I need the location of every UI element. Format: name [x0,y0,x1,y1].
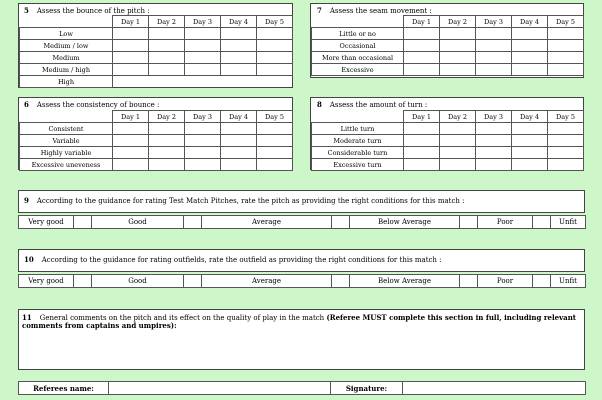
cell[interactable] [221,64,257,76]
cell[interactable] [149,123,185,135]
day-header: Day 4 [512,16,548,28]
cell[interactable] [476,123,512,135]
rating-below-average-label: Below Average [350,216,460,229]
cell[interactable] [221,135,257,147]
cell[interactable] [149,52,185,64]
day-header: Day 2 [149,16,185,28]
rating-poor-box[interactable] [533,275,551,288]
cell[interactable] [440,123,476,135]
row-label: Medium / low [20,40,113,52]
row-label: Low [20,28,113,40]
cell[interactable] [548,40,584,52]
section-8-title: 8 Assess the amount of turn : [317,100,428,109]
cell[interactable] [404,28,440,40]
rating-good-label: Good [92,275,184,288]
rating-very-good-box[interactable] [74,275,92,288]
cell[interactable] [440,64,476,76]
referee-name-field[interactable] [109,382,331,395]
day-header: Day 5 [257,16,293,28]
cell[interactable] [404,52,440,64]
rating-average-box[interactable] [332,216,350,229]
day-header: Day 1 [113,111,149,123]
cell[interactable] [548,135,584,147]
cell[interactable] [548,52,584,64]
cell[interactable] [512,28,548,40]
cell[interactable] [440,159,476,171]
row-label: High [20,76,113,88]
cell[interactable] [404,40,440,52]
day-header: Day 5 [548,111,584,123]
day-header: Day 1 [113,16,149,28]
rating-poor-box[interactable] [533,216,551,229]
cell[interactable] [440,135,476,147]
row-label: Consistent [20,123,113,135]
cell[interactable] [113,147,149,159]
cell[interactable] [257,135,293,147]
row-label: Excessive [312,64,404,76]
rating-very-good-label: Very good [19,275,74,288]
cell[interactable] [221,147,257,159]
cell[interactable] [476,147,512,159]
cell[interactable] [113,52,149,64]
section-11-prompt: 11 General comments on the pitch and its effect on the quality of play in the match (Referee MUST complete this section in full, including relevant comments from captains and umpires): [22,313,577,330]
section-10-question: 10 According to the guidance for rating outfields, rate the outfield as providing the right conditions for this match : [24,255,442,264]
cell[interactable] [221,123,257,135]
cell[interactable] [476,52,512,64]
cell[interactable] [476,135,512,147]
section-6-table [19,110,293,171]
cell[interactable] [257,147,293,159]
day-header: Day 1 [404,111,440,123]
day-header: Day 2 [149,111,185,123]
cell[interactable] [149,40,185,52]
cell[interactable] [149,64,185,76]
day-header: Day 2 [440,111,476,123]
row-label: Medium / high [20,64,113,76]
section-10-ratings [18,274,586,288]
day-header: Day 3 [185,16,221,28]
row-label: Occasional [312,40,404,52]
cell[interactable] [512,135,548,147]
section-9-ratings [18,215,586,229]
cell[interactable] [185,159,221,171]
cell[interactable] [149,147,185,159]
cell[interactable] [512,64,548,76]
rating-very-good-label: Very good [19,216,74,229]
cell[interactable] [548,64,584,76]
day-header: Day 4 [221,16,257,28]
section-5-title: 5 Assess the bounce of the pitch : [24,6,150,15]
day-header: Day 5 [257,111,293,123]
referee-name-label: Referees name: [19,382,109,395]
cell[interactable] [476,28,512,40]
cell[interactable] [440,147,476,159]
row-label: Little turn [312,123,404,135]
rating-good-label: Good [92,216,184,229]
section-7-title: 7 Assess the seam movement : [317,6,432,15]
cell[interactable] [149,159,185,171]
cell[interactable] [404,135,440,147]
cell[interactable] [404,159,440,171]
cell[interactable] [113,135,149,147]
cell[interactable] [113,64,149,76]
cell[interactable] [149,28,185,40]
rating-average-label: Average [202,216,332,229]
section-6-title: 6 Assess the consistency of bounce : [24,100,160,109]
day-header: Day 5 [548,16,584,28]
cell[interactable] [476,159,512,171]
rating-average-label: Average [202,275,332,288]
cell[interactable] [221,52,257,64]
rating-poor-label: Poor [478,275,533,288]
cell[interactable] [185,123,221,135]
cell[interactable] [512,52,548,64]
day-header: Day 3 [185,111,221,123]
cell[interactable] [548,147,584,159]
signature-field[interactable] [403,382,586,395]
rating-good-box[interactable] [184,216,202,229]
rating-good-box[interactable] [184,275,202,288]
cell[interactable] [404,147,440,159]
cell[interactable] [476,64,512,76]
cell[interactable] [113,159,149,171]
cell[interactable] [185,135,221,147]
section-5-table [19,15,293,88]
row-label: Considerable turn [312,147,404,159]
cell[interactable] [257,40,293,52]
rating-very-good-box[interactable] [74,216,92,229]
cell[interactable] [548,28,584,40]
section-7-table [311,15,584,76]
rating-unfit-label: Unfit [551,216,586,229]
row-label: More than occasional [312,52,404,64]
cell[interactable] [221,159,257,171]
signature-row [18,381,586,395]
cell[interactable] [149,135,185,147]
day-header: Day 4 [221,111,257,123]
cell[interactable] [440,40,476,52]
row-label: Moderate turn [312,135,404,147]
cell[interactable] [113,40,149,52]
cell[interactable] [185,40,221,52]
cell[interactable] [113,123,149,135]
day-header: Day 3 [476,111,512,123]
cell[interactable] [512,159,548,171]
day-header: Day 4 [512,111,548,123]
row-label: Variable [20,135,113,147]
cell[interactable] [257,52,293,64]
cell[interactable] [404,64,440,76]
day-header: Day 3 [476,16,512,28]
row-label: Medium [20,52,113,64]
cell[interactable] [221,28,257,40]
cell[interactable] [257,159,293,171]
cell[interactable] [113,28,149,40]
rating-below-average-box[interactable] [460,216,478,229]
signature-label: Signature: [331,382,403,395]
section-9-question: 9 According to the guidance for rating Test Match Pitches, rate the pitch as providing the right conditions for this match : [24,196,465,205]
day-header: Day 1 [404,16,440,28]
cell[interactable] [185,52,221,64]
section-8-table [311,110,584,171]
cell[interactable] [185,28,221,40]
rating-average-box[interactable] [332,275,350,288]
cell[interactable] [512,147,548,159]
cell[interactable] [512,123,548,135]
rating-poor-label: Poor [478,216,533,229]
cell[interactable] [257,28,293,40]
cell[interactable] [185,64,221,76]
rating-below-average-box[interactable] [460,275,478,288]
rating-unfit-label: Unfit [551,275,586,288]
row-label: Excessive uneveness [20,159,113,171]
cell[interactable] [440,52,476,64]
cell[interactable] [404,123,440,135]
row-label: Excessive turn [312,159,404,171]
row-label: Highly variable [20,147,113,159]
cell[interactable] [257,123,293,135]
cell[interactable] [221,40,257,52]
cell[interactable] [185,147,221,159]
cell[interactable] [548,123,584,135]
cell[interactable] [548,159,584,171]
row-label: Little or no [312,28,404,40]
cell[interactable] [512,40,548,52]
rating-below-average-label: Below Average [350,275,460,288]
cell[interactable] [440,28,476,40]
day-header: Day 2 [440,16,476,28]
cell[interactable] [476,40,512,52]
cell[interactable] [257,64,293,76]
